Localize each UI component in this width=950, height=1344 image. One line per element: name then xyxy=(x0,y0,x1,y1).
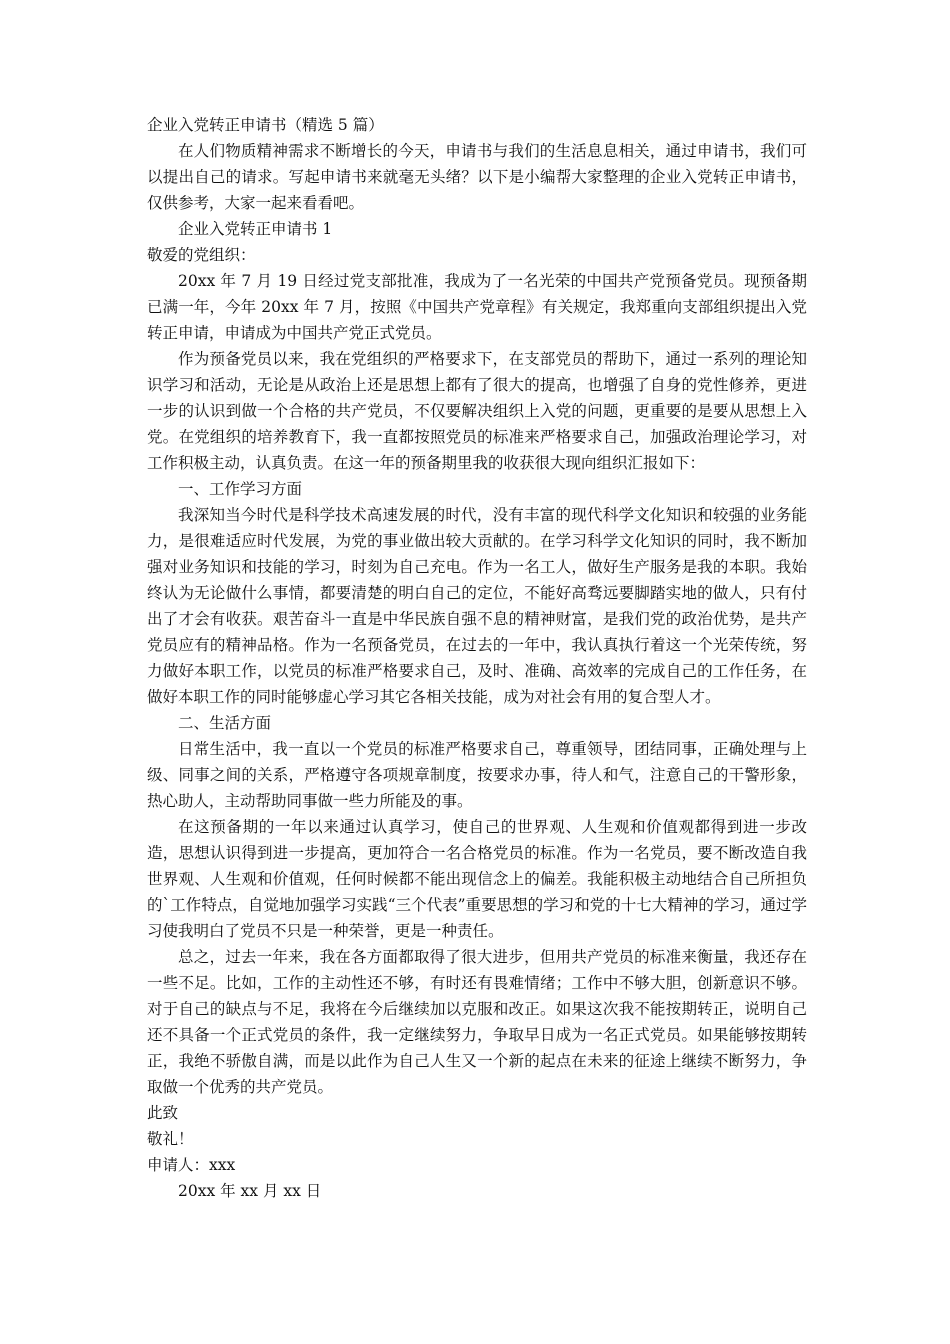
letter-date: 20xx 年 xx 月 xx 日 xyxy=(178,1182,322,1200)
closing-line: 敬礼！ xyxy=(147,1130,194,1148)
document-page xyxy=(147,112,807,1204)
section-heading: 二、生活方面 xyxy=(178,714,272,732)
salutation: 敬爱的党组织： xyxy=(147,246,256,264)
section-heading: 一、工作学习方面 xyxy=(178,480,303,498)
body-paragraph: 作为预备党员以来，我在党组织的严格要求下，在支部党员的帮助下，通过一系列的理论知识学习和活动，无论是从政治上还是思想上都有了很大的提高，也增强了自身的党性修养，更进一步的认识到做一个合格的共产党员，不仅要解决组织上入党的问题，更重要的是要从思想上入党。在党组织的培养教育下，我一直都按照党员的标准来严格要求自己，加强政治理论学习，对工作积极主动，认真负责。在这一年的预备期里我的收获很大现向组织汇报如下： xyxy=(147,350,807,472)
closing-line: 此致 xyxy=(147,1104,179,1122)
body-paragraph: 我深知当今时代是科学技术高速发展的时代，没有丰富的现代科学文化知识和较强的业务能力，是很难适应时代发展，为党的事业做出较大贡献的。在学习科学文化知识的同时，我不断加强对业务知识和技能的学习，时刻为自己充电。作为一名工人，做好生产服务是我的本职。我始终认为无论做什么事情，都要清楚的明白自己的定位，不能好高骛远要脚踏实地的做人，只有付出了才会有收获。艰苦奋斗一直是中华民族自强不息的精神财富，是我们党的政治优势，是共产党员应有的精神品格。作为一名预备党员，在过去的一年中，我认真执行着这一个光荣传统，努力做好本职工作，以党员的标准严格要求自己，及时、准确、高效率的完成自己的工作任务，在做好本职工作的同时能够虚心学习其它各相关技能，成为对社会有用的复合型人才。 xyxy=(147,506,807,706)
body-paragraph: 在这预备期的一年以来通过认真学习，使自己的世界观、人生观和价值观都得到进一步改造，思想认识得到进一步提高，更加符合一名合格党员的标准。作为一名党员，要不断改造自我世界观、人生观和价值观，任何时候都不能出现信念上的偏差。我能积极主动地结合自己所担负的`工作特点，自觉地加强学习实践“三个代表”重要思想的学习和党的十七大精神的学习，通过学习使我明白了党员不只是一种荣誉，更是一种责任。 xyxy=(147,818,807,940)
applicant-signature: 申请人：xxx xyxy=(147,1156,236,1174)
letter-heading: 企业入党转正申请书 1 xyxy=(178,220,333,238)
body-paragraph: 日常生活中，我一直以一个党员的标准严格要求自己，尊重领导，团结同事，正确处理与上级、同事之间的关系，严格遵守各项规章制度，按要求办事，待人和气，注意自己的干警形象，热心助人，主动帮助同事做一些力所能及的事。 xyxy=(147,740,807,810)
body-paragraph: 总之，过去一年来，我在各方面都取得了很大进步，但用共产党员的标准来衡量，我还存在一些不足。比如，工作的主动性还不够，有时还有畏难情绪；工作中不够大胆，创新意识不够。对于自己的缺点与不足，我将在今后继续加以克服和改正。如果这次我不能按期转正，说明自己还不具备一个正式党员的条件，我一定继续努力，争取早日成为一名正式党员。如果能够按期转正，我绝不骄傲自满，而是以此作为自己人生又一个新的起点在未来的征途上继续不断努力，争取做一个优秀的共产党员。 xyxy=(147,948,807,1096)
body-paragraph: 20xx 年 7 月 19 日经过党支部批准，我成为了一名光荣的中国共产党预备党员。现预备期已满一年，今年 20xx 年 7 月，按照《中国共产党章程》有关规定，我郑重向支部组织提出入党转正申请，申请成为中国共产党正式党员。 xyxy=(147,272,807,342)
document-title: 企业入党转正申请书（精选 5 篇） xyxy=(147,116,384,134)
intro-paragraph: 在人们物质精神需求不断增长的今天，申请书与我们的生活息息相关，通过申请书，我们可以提出自己的请求。写起申请书来就毫无头绪？以下是小编帮大家整理的企业入党转正申请书，仅供参考，大家一起来看看吧。 xyxy=(147,142,807,212)
